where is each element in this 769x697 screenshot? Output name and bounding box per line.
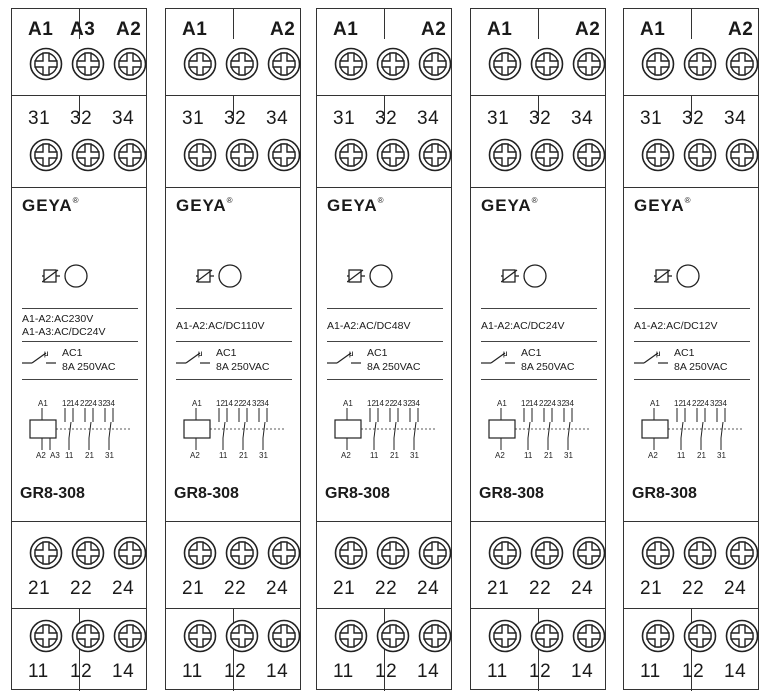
- schematic-label: 12: [367, 399, 376, 408]
- contact-type: AC1: [521, 347, 542, 359]
- terminal-screw-icon[interactable]: [725, 47, 759, 81]
- terminal-screw-icon[interactable]: [572, 47, 606, 81]
- terminal-screw-icon[interactable]: [29, 536, 63, 570]
- contact-rating: 8A 250VAC: [674, 361, 728, 373]
- terminal-screw-icon[interactable]: [530, 619, 564, 653]
- terminal-label: A3: [70, 19, 96, 40]
- terminal-screw-icon[interactable]: [488, 619, 522, 653]
- terminal-screw-icon[interactable]: [29, 47, 63, 81]
- relay-module: [316, 8, 452, 690]
- contact-type: AC1: [62, 347, 83, 359]
- terminal-screw-icon[interactable]: [683, 536, 717, 570]
- schematic-label: 21: [85, 451, 94, 460]
- schematic-label: A1: [192, 399, 202, 408]
- terminal-screw-icon[interactable]: [225, 47, 259, 81]
- terminal-label: A1: [333, 19, 359, 40]
- terminal-label: 24: [266, 578, 289, 599]
- coil-voltage-spec: A1-A2:AC/DC24V: [481, 320, 565, 332]
- schematic-label: 31: [259, 451, 268, 460]
- terminal-screw-icon[interactable]: [71, 536, 105, 570]
- terminal-block-2x: [471, 522, 605, 609]
- terminal-label: 14: [571, 661, 594, 682]
- model-number: GR8-308: [20, 485, 85, 502]
- divider: [634, 341, 750, 342]
- terminal-label: 11: [487, 661, 508, 682]
- contact-symbol-icon: [176, 348, 216, 370]
- terminal-block-3x: [166, 96, 300, 188]
- top-terminal-block: [317, 9, 451, 96]
- terminal-screw-icon[interactable]: [334, 138, 368, 172]
- schematic-label: 11: [219, 451, 228, 460]
- schematic-label: A2: [190, 451, 200, 460]
- terminal-label: 22: [682, 578, 705, 599]
- terminal-label: 32: [224, 108, 247, 129]
- schematic-label: 11: [677, 451, 686, 460]
- terminal-screw-icon[interactable]: [725, 138, 759, 172]
- terminal-screw-icon[interactable]: [572, 138, 606, 172]
- wiring-schematic: [325, 398, 445, 478]
- schematic-label: 14: [682, 399, 691, 408]
- wiring-schematic: [632, 398, 752, 478]
- schematic-label: 32: [403, 399, 412, 408]
- schematic-label: 21: [544, 451, 553, 460]
- schematic-label: 12: [521, 399, 530, 408]
- schematic-label: 32: [252, 399, 261, 408]
- contact-type: AC1: [367, 347, 388, 359]
- schematic-label: 34: [565, 399, 574, 408]
- terminal-label: A2: [270, 19, 296, 40]
- terminal-block-2x: [624, 522, 758, 609]
- svg-text:μ: μ: [44, 349, 49, 358]
- top-terminal-block: [624, 9, 758, 96]
- terminal-screw-icon[interactable]: [113, 47, 147, 81]
- relay-module: [165, 8, 301, 690]
- terminal-label: 12: [529, 661, 552, 682]
- terminal-screw-icon[interactable]: [267, 47, 301, 81]
- terminal-screw-icon[interactable]: [183, 138, 217, 172]
- schematic-label: 31: [564, 451, 573, 460]
- divider: [481, 308, 597, 309]
- terminal-label: 21: [333, 578, 356, 599]
- terminal-label: 22: [375, 578, 398, 599]
- terminal-label: 21: [28, 578, 51, 599]
- terminal-screw-icon[interactable]: [71, 47, 105, 81]
- terminal-screw-icon[interactable]: [267, 138, 301, 172]
- schematic-label: 24: [242, 399, 251, 408]
- schematic-label: 22: [234, 399, 243, 408]
- contact-type: AC1: [216, 347, 237, 359]
- terminal-screw-icon[interactable]: [725, 619, 759, 653]
- terminal-screw-icon[interactable]: [29, 619, 63, 653]
- coil-voltage-spec: A1-A3:AC/DC24V: [22, 326, 106, 338]
- divider: [634, 379, 750, 380]
- terminal-block-3x: [471, 96, 605, 188]
- terminal-screw-icon[interactable]: [376, 536, 410, 570]
- terminal-label: 32: [682, 108, 705, 129]
- terminal-block-3x: [12, 96, 146, 188]
- schematic-label: 12: [62, 399, 71, 408]
- schematic-label: 24: [393, 399, 402, 408]
- terminal-label: 14: [266, 661, 289, 682]
- model-number: GR8-308: [325, 485, 390, 502]
- wiring-schematic: [20, 398, 140, 478]
- terminal-screw-icon[interactable]: [267, 536, 301, 570]
- terminal-label: 11: [640, 661, 661, 682]
- brand-logo: GEYA®: [634, 196, 692, 215]
- contact-type: AC1: [674, 347, 695, 359]
- schematic-label: 34: [718, 399, 727, 408]
- terminal-label: 12: [375, 661, 398, 682]
- schematic-label: 11: [65, 451, 74, 460]
- schematic-label: 12: [216, 399, 225, 408]
- terminal-screw-icon[interactable]: [113, 536, 147, 570]
- coil-voltage-spec: A1-A2:AC/DC12V: [634, 320, 718, 332]
- terminal-screw-icon[interactable]: [418, 47, 452, 81]
- terminal-label: 32: [529, 108, 552, 129]
- schematic-label: 14: [375, 399, 384, 408]
- terminal-screw-icon[interactable]: [418, 536, 452, 570]
- terminal-label: A1: [28, 19, 54, 40]
- terminal-screw-icon[interactable]: [683, 138, 717, 172]
- schematic-label: 11: [524, 451, 533, 460]
- terminal-label: 24: [571, 578, 594, 599]
- terminal-label: A2: [575, 19, 601, 40]
- schematic-label: 14: [224, 399, 233, 408]
- divider: [327, 341, 443, 342]
- schematic-label: A2: [648, 451, 658, 460]
- terminal-block-1x: [166, 609, 300, 691]
- contact-rating: 8A 250VAC: [216, 361, 270, 373]
- divider: [22, 379, 138, 380]
- terminal-label: A2: [116, 19, 142, 40]
- terminal-label: 12: [682, 661, 705, 682]
- brand-logo: GEYA®: [327, 196, 385, 215]
- divider: [22, 341, 138, 342]
- terminal-block-2x: [12, 522, 146, 609]
- terminal-block-1x: [471, 609, 605, 691]
- terminal-label: 21: [487, 578, 510, 599]
- terminal-screw-icon[interactable]: [225, 138, 259, 172]
- divider: [327, 379, 443, 380]
- schematic-label: A2: [36, 451, 46, 460]
- coil-voltage-spec: A1-A2:AC/DC110V: [176, 320, 265, 332]
- terminal-label: 32: [375, 108, 398, 129]
- terminal-label: A1: [182, 19, 208, 40]
- terminal-label: 22: [70, 578, 93, 599]
- schematic-label: 22: [692, 399, 701, 408]
- terminal-screw-icon[interactable]: [334, 619, 368, 653]
- terminal-screw-icon[interactable]: [683, 47, 717, 81]
- relay-module: [470, 8, 606, 690]
- schematic-label: 24: [547, 399, 556, 408]
- terminal-screw-icon[interactable]: [488, 47, 522, 81]
- terminal-screw-icon[interactable]: [183, 536, 217, 570]
- schematic-label: A3: [50, 451, 60, 460]
- relay-module: [11, 8, 147, 690]
- terminal-label: 34: [571, 108, 594, 129]
- terminal-label: 21: [640, 578, 663, 599]
- terminal-label: 11: [333, 661, 354, 682]
- divider: [634, 308, 750, 309]
- terminal-label: A1: [640, 19, 666, 40]
- terminal-screw-icon[interactable]: [641, 536, 675, 570]
- terminal-label: 12: [70, 661, 93, 682]
- terminal-label: 32: [70, 108, 93, 129]
- terminal-label: A2: [728, 19, 754, 40]
- terminal-screw-icon[interactable]: [488, 138, 522, 172]
- terminal-screw-icon[interactable]: [183, 47, 217, 81]
- terminal-label: 12: [224, 661, 247, 682]
- divider: [481, 379, 597, 380]
- terminal-screw-icon[interactable]: [572, 619, 606, 653]
- schematic-label: 21: [697, 451, 706, 460]
- divider: [176, 379, 292, 380]
- terminal-label: 11: [28, 661, 49, 682]
- relay-front-panel: [624, 188, 758, 522]
- terminal-label: 31: [640, 108, 663, 129]
- model-number: GR8-308: [632, 485, 697, 502]
- terminal-label: 14: [417, 661, 440, 682]
- led-indicator-icon: [196, 262, 256, 292]
- schematic-label: 22: [80, 399, 89, 408]
- coil-voltage-spec: A1-A2:AC/DC48V: [327, 320, 411, 332]
- schematic-label: 11: [370, 451, 379, 460]
- model-number: GR8-308: [174, 485, 239, 502]
- svg-text:μ: μ: [656, 349, 661, 358]
- contact-rating: 8A 250VAC: [62, 361, 116, 373]
- terminal-label: 34: [724, 108, 747, 129]
- relay-front-panel: [12, 188, 146, 522]
- led-indicator-icon: [42, 262, 102, 292]
- terminal-label: 22: [224, 578, 247, 599]
- wiring-schematic: [174, 398, 294, 478]
- top-terminal-block: [471, 9, 605, 96]
- schematic-label: A1: [650, 399, 660, 408]
- schematic-label: 32: [557, 399, 566, 408]
- terminal-label: 34: [266, 108, 289, 129]
- terminal-label: 14: [724, 661, 747, 682]
- terminal-screw-icon[interactable]: [113, 619, 147, 653]
- schematic-label: 31: [105, 451, 114, 460]
- terminal-screw-icon[interactable]: [488, 536, 522, 570]
- divider: [176, 341, 292, 342]
- schematic-label: 32: [710, 399, 719, 408]
- relay-module: [623, 8, 759, 690]
- schematic-label: 32: [98, 399, 107, 408]
- terminal-screw-icon[interactable]: [71, 619, 105, 653]
- terminal-label: 24: [112, 578, 135, 599]
- contact-symbol-icon: [327, 348, 367, 370]
- terminal-screw-icon[interactable]: [572, 536, 606, 570]
- led-indicator-icon: [501, 262, 561, 292]
- schematic-label: 24: [88, 399, 97, 408]
- terminal-screw-icon[interactable]: [418, 138, 452, 172]
- terminal-screw-icon[interactable]: [334, 536, 368, 570]
- schematic-label: 21: [239, 451, 248, 460]
- divider: [327, 308, 443, 309]
- terminal-screw-icon[interactable]: [183, 619, 217, 653]
- terminal-screw-icon[interactable]: [418, 619, 452, 653]
- terminal-block-1x: [317, 609, 451, 691]
- terminal-block-2x: [317, 522, 451, 609]
- terminal-label: 34: [417, 108, 440, 129]
- brand-logo: GEYA®: [176, 196, 234, 215]
- led-indicator-icon: [347, 262, 407, 292]
- svg-text:μ: μ: [198, 349, 203, 358]
- schematic-label: 12: [674, 399, 683, 408]
- brand-logo: GEYA®: [22, 196, 80, 215]
- terminal-label: 24: [724, 578, 747, 599]
- svg-text:μ: μ: [503, 349, 508, 358]
- contact-symbol-icon: [22, 348, 62, 370]
- schematic-label: 34: [411, 399, 420, 408]
- model-number: GR8-308: [479, 485, 544, 502]
- terminal-screw-icon[interactable]: [641, 619, 675, 653]
- relay-front-panel: [166, 188, 300, 522]
- led-indicator-icon: [654, 262, 714, 292]
- schematic-label: 22: [385, 399, 394, 408]
- terminal-block-2x: [166, 522, 300, 609]
- schematic-label: 31: [410, 451, 419, 460]
- schematic-label: 31: [717, 451, 726, 460]
- terminal-label: 24: [417, 578, 440, 599]
- terminal-block-1x: [12, 609, 146, 691]
- terminal-screw-icon[interactable]: [334, 47, 368, 81]
- terminal-label: 31: [333, 108, 356, 129]
- schematic-label: 24: [700, 399, 709, 408]
- schematic-label: 34: [260, 399, 269, 408]
- wiring-schematic: [479, 398, 599, 478]
- terminal-screw-icon[interactable]: [225, 619, 259, 653]
- terminal-screw-icon[interactable]: [530, 47, 564, 81]
- terminal-label: 21: [182, 578, 205, 599]
- terminal-screw-icon[interactable]: [683, 619, 717, 653]
- relay-front-panel: [471, 188, 605, 522]
- contact-symbol-icon: [481, 348, 521, 370]
- contact-symbol-icon: [634, 348, 674, 370]
- schematic-label: 21: [390, 451, 399, 460]
- divider: [22, 308, 138, 309]
- coil-voltage-spec: A1-A2:AC230V: [22, 313, 94, 325]
- terminal-label: 31: [28, 108, 51, 129]
- terminal-block-3x: [624, 96, 758, 188]
- schematic-label: A2: [495, 451, 505, 460]
- schematic-label: A1: [343, 399, 353, 408]
- terminal-label: A2: [421, 19, 447, 40]
- terminal-label: 34: [112, 108, 135, 129]
- contact-rating: 8A 250VAC: [521, 361, 575, 373]
- terminal-label: 14: [112, 661, 135, 682]
- divider: [176, 308, 292, 309]
- terminal-screw-icon[interactable]: [225, 536, 259, 570]
- brand-logo: GEYA®: [481, 196, 539, 215]
- terminal-label: 22: [529, 578, 552, 599]
- terminal-screw-icon[interactable]: [376, 138, 410, 172]
- terminal-screw-icon[interactable]: [530, 138, 564, 172]
- terminal-screw-icon[interactable]: [641, 138, 675, 172]
- schematic-label: A2: [341, 451, 351, 460]
- schematic-label: 34: [106, 399, 115, 408]
- terminal-label: 31: [182, 108, 205, 129]
- terminal-screw-icon[interactable]: [725, 536, 759, 570]
- terminal-screw-icon[interactable]: [376, 47, 410, 81]
- terminal-screw-icon[interactable]: [267, 619, 301, 653]
- terminal-screw-icon[interactable]: [530, 536, 564, 570]
- top-terminal-block: [166, 9, 300, 96]
- schematic-label: 14: [529, 399, 538, 408]
- terminal-screw-icon[interactable]: [641, 47, 675, 81]
- terminal-block-1x: [624, 609, 758, 691]
- terminal-screw-icon[interactable]: [71, 138, 105, 172]
- divider: [481, 341, 597, 342]
- terminal-screw-icon[interactable]: [113, 138, 147, 172]
- top-terminal-block: [12, 9, 146, 96]
- terminal-label: 31: [487, 108, 510, 129]
- terminal-block-3x: [317, 96, 451, 188]
- relay-front-panel: [317, 188, 451, 522]
- schematic-label: 22: [539, 399, 548, 408]
- terminal-label: 11: [182, 661, 203, 682]
- schematic-label: A1: [38, 399, 48, 408]
- schematic-label: 14: [70, 399, 79, 408]
- terminal-label: A1: [487, 19, 513, 40]
- terminal-screw-icon[interactable]: [376, 619, 410, 653]
- contact-rating: 8A 250VAC: [367, 361, 421, 373]
- schematic-label: A1: [497, 399, 507, 408]
- terminal-screw-icon[interactable]: [29, 138, 63, 172]
- svg-text:μ: μ: [349, 349, 354, 358]
